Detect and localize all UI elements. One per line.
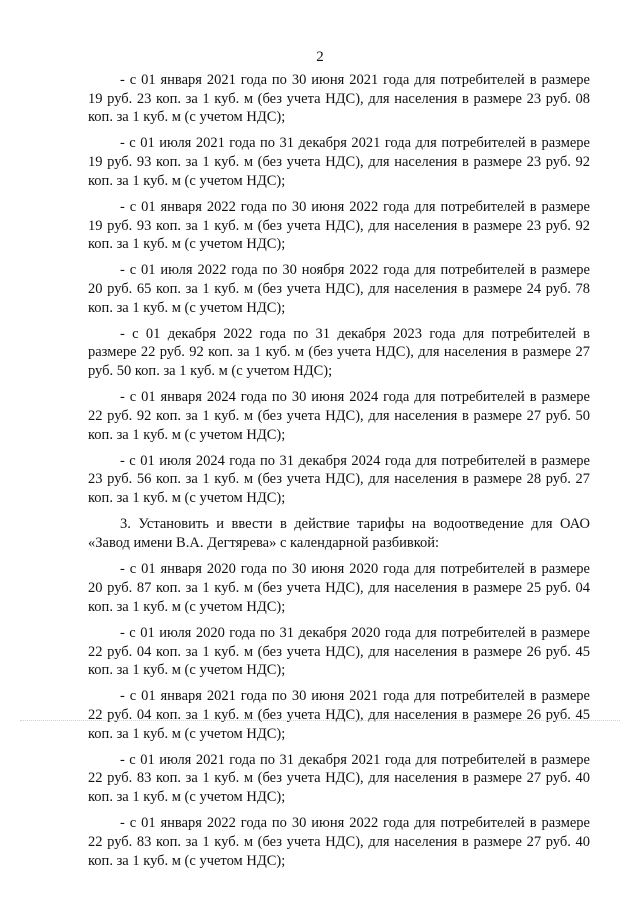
- section-heading: 3. Установить и ввести в действие тарифы на водоотведение для ОАО «Завод имени В.А. Дегтярева» с календарной разбивкой:: [88, 516, 590, 551]
- tariff-item: - с 01 января 2024 года по 30 июня 2024 года для потребителей в размере 22 руб. 92 коп. за 1 куб. м (без учета НДС), для населения в размере 27 руб. 50 коп. за 1 куб. м (с учетом НДС);: [88, 389, 590, 443]
- tariff-item: - с 01 июля 2021 года по 31 декабря 2021 года для потребителей в размере 19 руб. 93 коп. за 1 куб. м (без учета НДС), для населения в размере 23 руб. 92 коп. за 1 куб. м (с учетом НДС);: [88, 135, 590, 189]
- document-body: [88, 71, 590, 878]
- tariff-item: - с 01 января 2021 года по 30 июня 2021 года для потребителей в размере 19 руб. 23 коп. за 1 куб. м (без учета НДС), для населения в размере 23 руб. 08 коп. за 1 куб. м (с учетом НДС);: [88, 72, 590, 126]
- tariff-item: - с 01 июля 2021 года по 31 декабря 2021 года для потребителей в размере 22 руб. 83 коп. за 1 куб. м (без учета НДС), для населения в размере 27 руб. 40 коп. за 1 куб. м (с учетом НДС);: [88, 751, 590, 806]
- scan-artifact-line: [20, 720, 620, 722]
- tariff-item: - с 01 декабря 2022 года по 31 декабря 2023 года для потребителей в размере 22 руб. 92 коп. за 1 куб. м (без учета НДС), для населения в размере 27 руб. 50 коп. за 1 куб. м (с учетом НДС);: [88, 325, 590, 380]
- tariff-item: - с 01 июля 2024 года по 31 декабря 2024 года для потребителей в размере 23 руб. 56 коп. за 1 куб. м (без учета НДС), для населения в размере 28 руб. 27 коп. за 1 куб. м (с учетом НДС);: [88, 452, 590, 506]
- tariff-item: - с 01 июля 2022 года по 30 ноября 2022 года для потребителей в размере 20 руб. 65 коп. за 1 куб. м (без учета НДС), для населения в размере 24 руб. 78 коп. за 1 куб. м (с учетом НДС);: [88, 262, 590, 316]
- page-number: 2: [316, 49, 324, 65]
- tariff-item: - с 01 января 2020 года по 30 июня 2020 года для потребителей в размере 20 руб. 87 коп. за 1 куб. м (без учета НДС), для населения в размере 25 руб. 04 коп. за 1 куб. м (с учетом НДС);: [88, 561, 590, 615]
- tariff-item: - с 01 июля 2020 года по 31 декабря 2020 года для потребителей в размере 22 руб. 04 коп. за 1 куб. м (без учета НДС), для населения в размере 26 руб. 45 коп. за 1 куб. м (с учетом НДС);: [88, 624, 590, 679]
- tariff-item: - с 01 января 2022 года по 30 июня 2022 года для потребителей в размере 19 руб. 93 коп. за 1 куб. м (без учета НДС), для населения в размере 23 руб. 92 коп. за 1 куб. м (с учетом НДС);: [88, 198, 590, 253]
- tariff-item: - с 01 января 2021 года по 30 июня 2021 года для потребителей в размере 22 руб. 04 коп. за 1 куб. м (без учета НДС), для населения в размере 26 руб. 45 коп. за 1 куб. м (с учетом НДС);: [88, 688, 590, 742]
- tariff-item: - с 01 января 2022 года по 30 июня 2022 года для потребителей в размере 22 руб. 83 коп. за 1 куб. м (без учета НДС), для населения в размере 27 руб. 40 коп. за 1 куб. м (с учетом НДС);: [88, 815, 590, 869]
